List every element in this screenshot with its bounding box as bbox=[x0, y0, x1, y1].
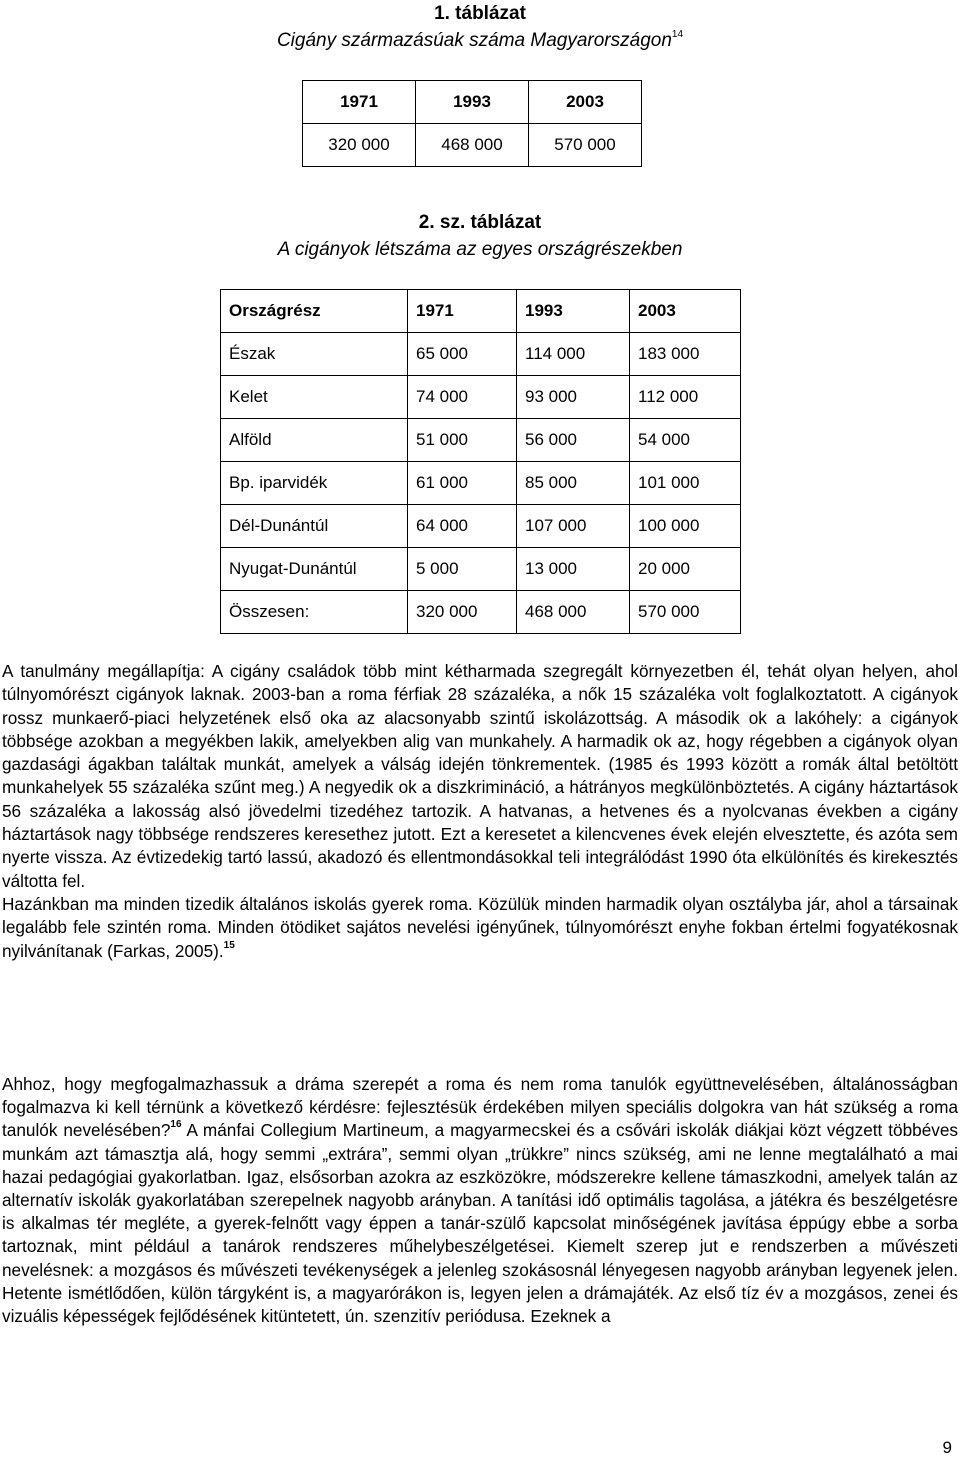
table2-row bbox=[221, 333, 741, 376]
footnote-ref-14: 14 bbox=[671, 29, 684, 40]
table1-title-text: Cigány származásúak száma Magyarországon bbox=[276, 30, 672, 51]
table1-cell: 570 000 bbox=[529, 124, 642, 167]
table1-row bbox=[303, 124, 642, 167]
table2-cell: 51 000 bbox=[408, 419, 517, 462]
table2-cell: 468 000 bbox=[517, 591, 630, 634]
table1-cell: 468 000 bbox=[416, 124, 529, 167]
table2-cell: Dél-Dunántúl bbox=[221, 505, 408, 548]
table2-cell: 107 000 bbox=[517, 505, 630, 548]
table2-header-cell: 1993 bbox=[517, 290, 630, 333]
table1-header-row bbox=[303, 81, 642, 124]
table2-cell: 570 000 bbox=[630, 591, 741, 634]
table2-cell: 85 000 bbox=[517, 462, 630, 505]
table2 bbox=[220, 289, 741, 634]
table2-cell: 61 000 bbox=[408, 462, 517, 505]
table1-header-cell: 2003 bbox=[529, 81, 642, 124]
table2-cell: 112 000 bbox=[630, 376, 741, 419]
table2-cell: 56 000 bbox=[517, 419, 630, 462]
school-statistics-text: Hazánkban ma minden tizedik általános iskolás gyerek roma. Közülük minden harmadik olyan osztályba jár, ahol a társainak legalább fele szintén roma. Minden ötödiket sajátos nevelési igényűnek, túlnyomórészt enyhe fokban értelmi fogyatékosnak nyilvánítanak (Farkas, 2005). bbox=[2, 893, 958, 961]
table2-cell: 20 000 bbox=[630, 548, 741, 591]
table2-cell: Bp. iparvidék bbox=[221, 462, 408, 505]
table2-header-cell: Országrész bbox=[221, 290, 408, 333]
table2-cell: 114 000 bbox=[517, 333, 630, 376]
paragraph-drama-text-a: Ahhoz, hogy megfogalmazhassuk a dráma szerepét a roma és nem roma tanulók együttnevelésében, általánosságban fogalmazva ki kell térnünk a következő kérdésre: fejlesztésük érdekében milyen speciális dolgokra van hát szükség a roma tanulók nevelésében? bbox=[2, 1074, 958, 1141]
table2-cell: 93 000 bbox=[517, 376, 630, 419]
body-paragraph-2 bbox=[2, 1073, 958, 1328]
table2-cell: Észak bbox=[221, 333, 408, 376]
paragraph-school-statistics bbox=[2, 893, 958, 963]
table2-cell: 100 000 bbox=[630, 505, 741, 548]
footnote-ref-15: 15 bbox=[223, 939, 235, 951]
paragraph-drama-text-b: A mánfai Collegium Martineum, a magyarmecskei és a csővári iskolák diákjai közt végzett többéves munkám azt támasztja alá, hogy semmi „extrára”, semmi olyan „trükkre” nincs szükség, ami ne lenne megtalálható a mai hazai pedagógiai gyakorlatban. Igaz, elsősorban azokra az eszközökre, módszerekre kellene támaszkodni, amelyek talán az alternatív iskolák gyakorlatában szerepelnek nagyobb arányban. A tanítási idő optimális tagolása, a játékra és beszélgetésre is alkalmas tér megléte, a gyerek-felnőtt vagy éppen a tanár-szülő kapcsolat minőségének javítása éppúgy ebbe a sorba tartoznak, mint például a tanárok rendszeres műhelybeszélgetései. Kiemelt szerep jut e rendszerben a művészeti nevelésnek: a mozgásos és művészeti tevékenységek a jelenleg szokásosnál lényegesen nagyobb arányban legyenek jelen. Hetente ismétlődően, külön tárgyként is, a magyarórákon is, legyen jelen a drámajáték. Az első tíz év a mozgásos, zenei és vizuális képességek fejlődésének kitüntetett, ún. szenzitív periódusa. Ezeknek a bbox=[2, 1120, 959, 1327]
table2-row bbox=[221, 505, 741, 548]
footnote-ref-16: 16 bbox=[170, 1119, 182, 1131]
table1-cell: 320 000 bbox=[303, 124, 416, 167]
table2-cell: Nyugat-Dunántúl bbox=[221, 548, 408, 591]
table2-header-row bbox=[221, 290, 741, 333]
table2-cell: 74 000 bbox=[408, 376, 517, 419]
table1-header-cell: 1971 bbox=[303, 81, 416, 124]
table2-cell: 13 000 bbox=[517, 548, 630, 591]
table2-row bbox=[221, 548, 741, 591]
table2-caption-title: A cigányok létszáma az egyes országrészekben bbox=[277, 239, 683, 260]
table2-cell: 5 000 bbox=[408, 548, 517, 591]
body-paragraph-1 bbox=[2, 660, 958, 963]
table2-cell: 54 000 bbox=[630, 419, 741, 462]
table2-cell: 183 000 bbox=[630, 333, 741, 376]
table2-cell: 320 000 bbox=[408, 591, 517, 634]
table2-header-cell: 2003 bbox=[630, 290, 741, 333]
table1-caption-number: 1. táblázat bbox=[434, 3, 526, 24]
table2-total-row bbox=[221, 591, 741, 634]
table2-cell: 101 000 bbox=[630, 462, 741, 505]
page-number: 9 bbox=[942, 1438, 952, 1457]
table2-cell: Kelet bbox=[221, 376, 408, 419]
table2-cell: 64 000 bbox=[408, 505, 517, 548]
table2-cell: Összesen: bbox=[221, 591, 408, 634]
table2-row bbox=[221, 419, 741, 462]
table2-caption-number: 2. sz. táblázat bbox=[418, 212, 542, 233]
table2-header-cell: 1971 bbox=[408, 290, 517, 333]
table2-cell: Alföld bbox=[221, 419, 408, 462]
table1-header-cell: 1993 bbox=[416, 81, 529, 124]
table1 bbox=[302, 80, 642, 167]
paragraph-study-findings: A tanulmány megállapítja: A cigány családok több mint kétharmada szegregált környezetben él, tehát olyan helyen, ahol túlnyomórészt cigányok laknak. 2003-ban a roma férfiak 28 százaléka, a nők 15 százaléka volt foglalkoztatott. A cigányok rossz munkaerő-piaci helyzetének első oka az alacsonyabb szintű iskolázottság. A második ok a lakóhely: a cigányok többsége azokban a megyékben lakik, amelyekben alig van munkahely. A harmadik ok az, hogy régebben a cigányok olyan gazdasági ágakban találtak munkát, amelyek a válság idején tönkrementek. (1985 és 1993 között a romák által betöltött munkahelyek 55 százaléka szűnt meg.) A negyedik ok a diszkrimináció, a hátrányos megkülönböztetés. A cigány háztartások 56 százaléka a lakosság alsó jövedelmi tizedéhez tartozik. A hatvanas, a hetvenes és a nyolcvanas években a cigány háztartások nagy többsége rendszeres keresethez jutott. Ezt a keresetet a kilencvenes évek elején elvesztette, és azóta sem nyerte vissza. Az évtizedekig tartó lassú, akadozó és ellentmondásokkal teli integrálódást 1990 óta elkülönítés és kirekesztés váltotta fel. bbox=[2, 661, 958, 891]
table2-row bbox=[221, 376, 741, 419]
table1-caption-title bbox=[0, 29, 960, 53]
table2-row bbox=[221, 462, 741, 505]
table2-cell: 65 000 bbox=[408, 333, 517, 376]
